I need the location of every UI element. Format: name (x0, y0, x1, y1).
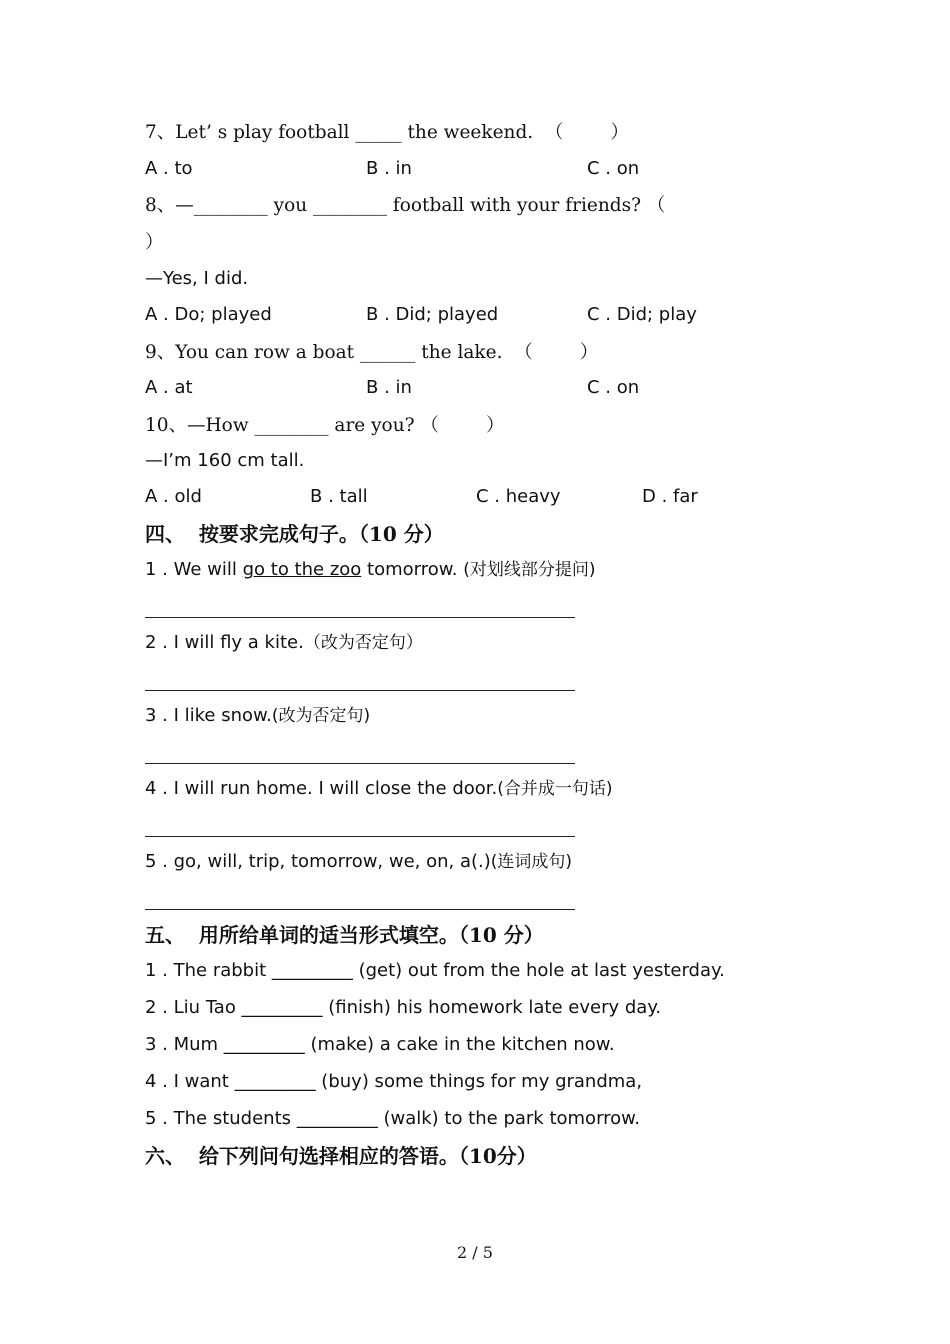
s4-item-1-underlined: go to the zoo (242, 559, 362, 580)
q9-option-c: C . on (587, 377, 640, 398)
q8-option-c: C . Did; play (587, 304, 697, 325)
s4-item-1-note: (对划线部分提问) (463, 560, 596, 580)
q10-stem: 10、—How ________ are you? （ ） (145, 415, 505, 436)
s4-item-5 (145, 850, 572, 874)
answer-blank-5[interactable] (145, 909, 575, 910)
q9-option-a: A . at (145, 377, 193, 398)
s4-item-4-text: 4 . I will run home. I will close the door. (145, 778, 498, 799)
s4-item-1-post: tomorrow. (361, 559, 464, 580)
q7-option-a: A . to (145, 158, 193, 179)
s4-item-4 (145, 777, 613, 801)
q8-option-b: B . Did; played (366, 304, 499, 325)
q7-option-b: B . in (366, 158, 412, 179)
section4-title: 四、 按要求完成句子。（10 分） (145, 522, 444, 546)
s5-item-2: 2 . Liu Tao _________ (finish) his homework late every day. (145, 997, 662, 1018)
s4-item-4-note: (合并成一句话) (497, 779, 613, 799)
q7-stem: 7、Let’ s play football _____ the weekend. （ ） (145, 122, 629, 143)
s5-item-4: 4 . I want _________ (buy) some things for my grandma, (145, 1071, 643, 1092)
q9-option-b: B . in (366, 377, 412, 398)
section5-title: 五、 用所给单词的适当形式填空。（10 分） (145, 923, 544, 947)
s5-item-3: 3 . Mum _________ (make) a cake in the kitchen now. (145, 1034, 615, 1055)
answer-blank-4[interactable] (145, 836, 575, 837)
s4-item-2-note: （改为否定句） (303, 633, 423, 653)
q10-option-b: B . tall (310, 486, 368, 507)
s4-item-3 (145, 704, 370, 728)
s4-item-3-note: (改为否定句) (271, 706, 371, 726)
q8-stem: 8、—________ you ________ football with your friends? （ (145, 195, 666, 216)
s4-item-2 (145, 631, 423, 655)
s5-item-1: 1 . The rabbit _________ (get) out from the hole at last yesterday. (145, 960, 725, 981)
q8-reply: —Yes, I did. (145, 268, 249, 289)
s4-item-1 (145, 558, 596, 582)
s4-item-5-text: 5 . go, will, trip, tomorrow, we, on, a(.) (145, 851, 491, 872)
q10-option-c: C . heavy (476, 486, 561, 507)
s4-item-3-text: 3 . I like snow. (145, 705, 272, 726)
q10-reply: —I’m 160 cm tall. (145, 450, 305, 471)
q8-option-a: A . Do; played (145, 304, 272, 325)
section6-title: 六、 给下列问句选择相应的答语。（10分） (145, 1144, 537, 1168)
q10-option-a: A . old (145, 486, 202, 507)
answer-blank-1[interactable] (145, 617, 575, 618)
q7-option-c: C . on (587, 158, 640, 179)
page-number: 2 / 5 (457, 1243, 493, 1262)
answer-blank-2[interactable] (145, 690, 575, 691)
q8-stem-end: ） (145, 232, 164, 253)
answer-blank-3[interactable] (145, 763, 575, 764)
q9-stem: 9、You can row a boat ______ the lake. （ ） (145, 342, 599, 363)
q10-option-d: D . far (642, 486, 698, 507)
s5-item-5: 5 . The students _________ (walk) to the park tomorrow. (145, 1108, 640, 1129)
s4-item-5-note: (连词成句) (490, 852, 573, 872)
s4-item-2-text: 2 . I will fly a kite. (145, 632, 304, 653)
s4-item-1-text: 1 . We will (145, 559, 243, 580)
